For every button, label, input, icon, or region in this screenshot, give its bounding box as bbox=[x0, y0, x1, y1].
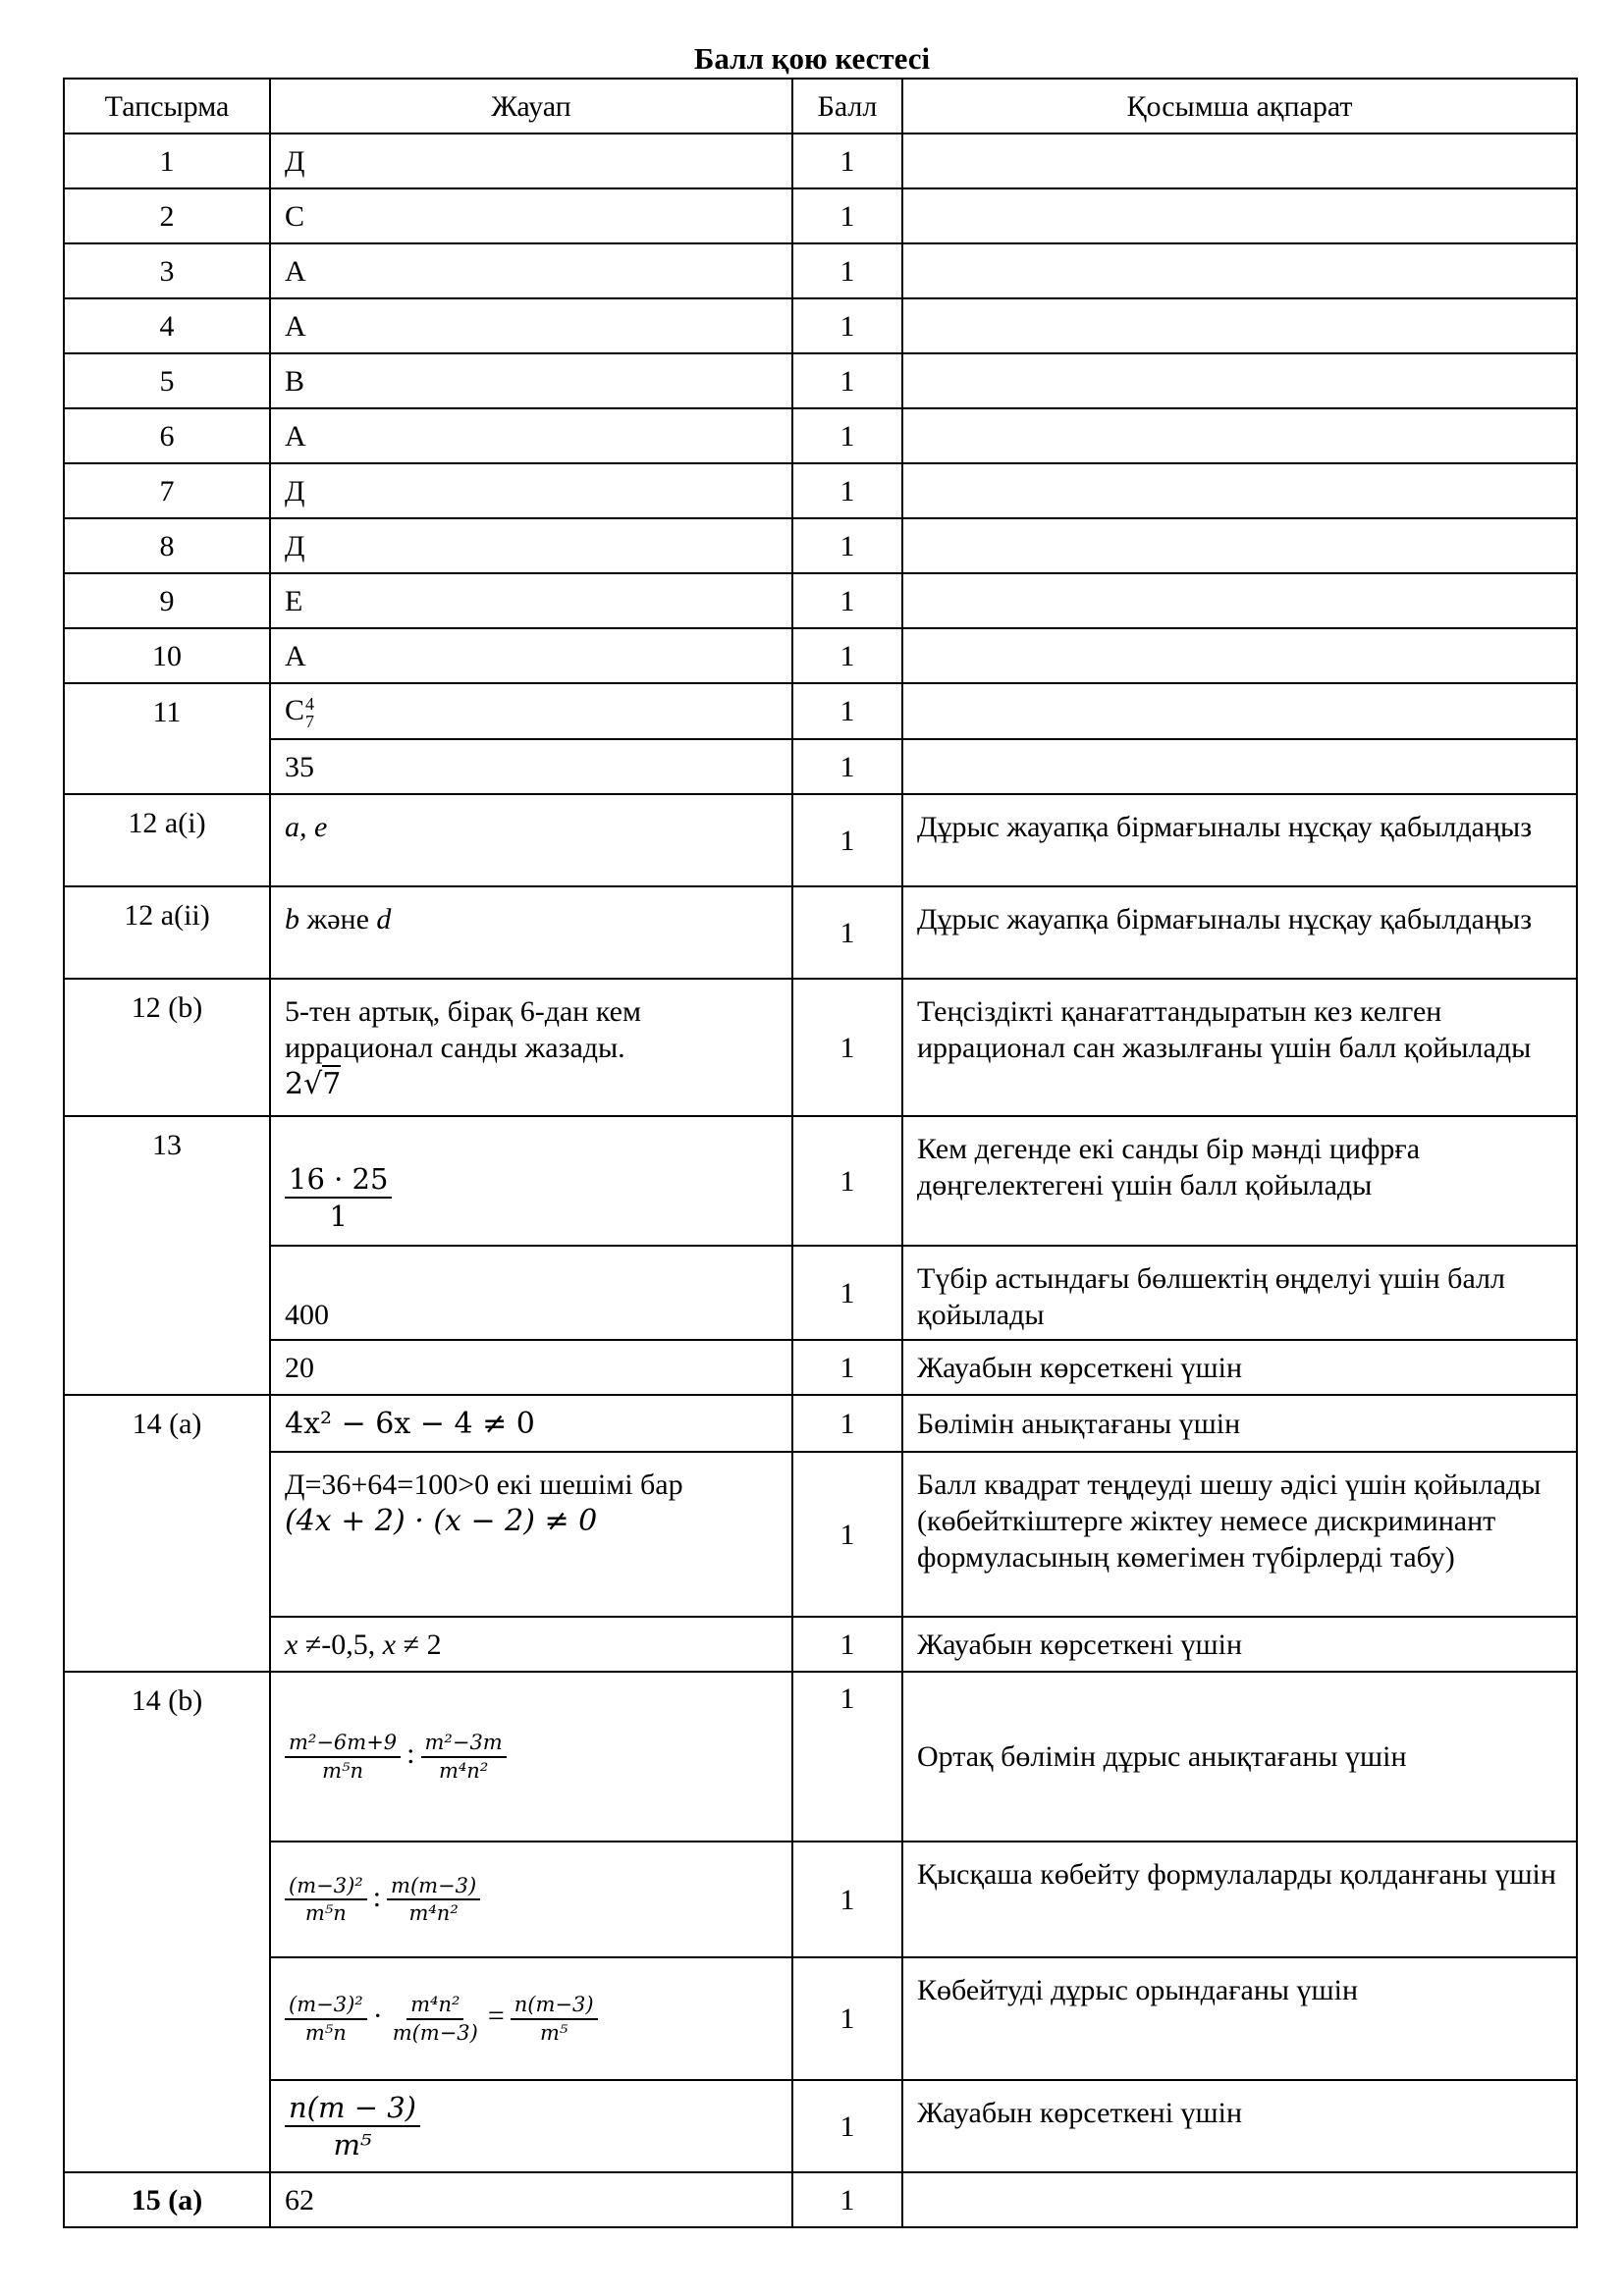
score-cell: 1 bbox=[792, 1957, 902, 2080]
table-row bbox=[64, 1246, 1577, 1340]
info-cell bbox=[902, 188, 1577, 243]
answer-cell bbox=[270, 2080, 792, 2172]
answer-cell: С bbox=[270, 188, 792, 243]
score-cell: 1 bbox=[792, 133, 902, 188]
table-row bbox=[64, 1672, 1577, 1842]
task-number: 12 (b) bbox=[64, 979, 270, 1116]
info-cell bbox=[902, 518, 1577, 573]
table-row bbox=[64, 463, 1577, 518]
answer-cell bbox=[270, 1116, 792, 1246]
info-cell bbox=[902, 573, 1577, 628]
score-cell: 1 bbox=[792, 573, 902, 628]
task-number: 13 bbox=[64, 1116, 270, 1395]
score-cell: 1 bbox=[792, 408, 902, 463]
task-number: 14 (a) bbox=[64, 1395, 270, 1672]
answer-cell: $\frac{\text{(m−3)²}}{\text{m⁵n}}$ · $\frac{\text{m⁴n²}}{m(m-3)}$ = $\frac{n(m-3)}{\text{m⁵}}$ bbox=[270, 1957, 792, 2080]
page-title: Балл қою кестесі bbox=[693, 41, 931, 76]
table-row bbox=[64, 1842, 1577, 1957]
task-number: 5 bbox=[64, 353, 270, 408]
task-number: 12 a(ii) bbox=[64, 886, 270, 979]
answer-cell bbox=[270, 683, 792, 739]
info-cell: Бөлімін анықтағаны үшін bbox=[902, 1395, 1577, 1452]
task-number: 4 bbox=[64, 298, 270, 353]
fraction: $\frac{\text{m²−6m+9}}{\text{m⁵n}}$ bbox=[285, 1730, 401, 1784]
fraction: $\frac{\text{m⁴n²}}{m(m-3)}$ bbox=[392, 1993, 478, 2045]
info-cell: Жауабын көрсеткені үшін bbox=[902, 1340, 1577, 1395]
answer-cell: $\frac{\text{m²−6m+9}}{\text{m⁵n}}$ : $\frac{\text{m²−3m}}{\text{m⁴n²}}$ bbox=[270, 1672, 792, 1842]
answer-cell: a, e bbox=[270, 794, 792, 886]
info-cell bbox=[902, 353, 1577, 408]
table-row bbox=[64, 1452, 1577, 1617]
table-row bbox=[64, 243, 1577, 298]
info-cell: Ортақ бөлімін дұрыс анықтағаны үшін bbox=[902, 1672, 1577, 1842]
score-cell: 1 bbox=[792, 1246, 902, 1340]
table-row bbox=[64, 188, 1577, 243]
info-cell bbox=[902, 683, 1577, 739]
score-cell: 1 bbox=[792, 1452, 902, 1617]
task-number: 9 bbox=[64, 573, 270, 628]
table-row bbox=[64, 979, 1577, 1116]
table-row bbox=[64, 1617, 1577, 1672]
table-row bbox=[64, 886, 1577, 979]
answer-cell: Д bbox=[270, 463, 792, 518]
table-row bbox=[64, 628, 1577, 683]
fraction: $\frac{\text{(m−3)²}}{\text{m⁵n}}$ bbox=[285, 1873, 367, 1927]
fraction: $\frac{m(m-3)}{\text{m⁴n²}}$ bbox=[387, 1873, 480, 1927]
answer-cell: А bbox=[270, 298, 792, 353]
score-cell: 1 bbox=[792, 1116, 902, 1246]
info-cell: Қысқаша көбейту формулаларды қолданғаны үшін bbox=[902, 1842, 1577, 1957]
sqrt-answer: 2√7 bbox=[285, 1067, 342, 1101]
answer-cell: 4x² − 6x − 4 ≠ 0 bbox=[270, 1395, 792, 1452]
task-number: 10 bbox=[64, 628, 270, 683]
info-cell bbox=[902, 463, 1577, 518]
score-cell: 1 bbox=[792, 2172, 902, 2227]
answer-cell: b және d bbox=[270, 886, 792, 979]
task-number: 11 bbox=[64, 683, 270, 794]
task-number: 14 (b) bbox=[64, 1672, 270, 2172]
score-cell: 1 bbox=[792, 2080, 902, 2172]
header-task: Тапсырма bbox=[64, 79, 270, 133]
info-cell: Дұрыс жауапқа бірмағыналы нұсқау қабылдаңыз bbox=[902, 794, 1577, 886]
task-number: 1 bbox=[64, 133, 270, 188]
score-cell: 1 bbox=[792, 683, 902, 739]
header-info: Қосымша ақпарат bbox=[902, 79, 1577, 133]
fraction: $\frac{n(m-3)}{\text{m⁵}}$ bbox=[511, 1992, 598, 2046]
info-cell: Түбір астындағы бөлшектің өңделуі үшін балл қойылады bbox=[902, 1246, 1577, 1340]
table-row bbox=[64, 518, 1577, 573]
table-row bbox=[64, 1957, 1577, 2080]
info-cell bbox=[902, 739, 1577, 794]
table-row bbox=[64, 2172, 1577, 2227]
discriminant-line: Д=36+64=100>0 екі шешімі бар bbox=[285, 1468, 683, 1501]
info-cell bbox=[902, 298, 1577, 353]
combination-formula: C 4 7 bbox=[285, 693, 315, 732]
answer-cell: А bbox=[270, 243, 792, 298]
score-cell: 1 bbox=[792, 1842, 902, 1957]
table-row bbox=[64, 353, 1577, 408]
score-cell: 1 bbox=[792, 794, 902, 886]
task-number: 15 (a) bbox=[64, 2172, 270, 2227]
task-number: 2 bbox=[64, 188, 270, 243]
header-row bbox=[64, 79, 1577, 133]
info-cell: Теңсіздікті қанағаттандыратын кез келген иррационал сан жазылғаны үшін балл қойылады bbox=[902, 979, 1577, 1116]
answer-text: 5-тен артық, бірақ 6-дан кем иррационал санды жазады. bbox=[285, 995, 641, 1064]
table-row bbox=[64, 683, 1577, 739]
info-cell bbox=[902, 628, 1577, 683]
answer-cell: x ≠-0,5, x ≠ 2 bbox=[270, 1617, 792, 1672]
answer-cell: А bbox=[270, 408, 792, 463]
answer-cell: 20 bbox=[270, 1340, 792, 1395]
task-number: 3 bbox=[64, 243, 270, 298]
table-row bbox=[64, 1395, 1577, 1452]
info-cell bbox=[902, 243, 1577, 298]
score-cell: 1 bbox=[792, 628, 902, 683]
answer-cell: 400 bbox=[270, 1246, 792, 1340]
score-cell: 1 bbox=[792, 1340, 902, 1395]
answer-cell: 35 bbox=[270, 739, 792, 794]
header-answer: Жауап bbox=[270, 79, 792, 133]
info-cell bbox=[902, 2172, 1577, 2227]
table-row bbox=[64, 573, 1577, 628]
table-row bbox=[64, 739, 1577, 794]
score-cell: 1 bbox=[792, 353, 902, 408]
score-cell: 1 bbox=[792, 518, 902, 573]
answer-cell bbox=[270, 1452, 792, 1617]
score-cell: 1 bbox=[792, 1395, 902, 1452]
score-cell: 1 bbox=[792, 463, 902, 518]
score-cell: 1 bbox=[792, 188, 902, 243]
answer-cell: Е bbox=[270, 573, 792, 628]
answer-cell: Д bbox=[270, 518, 792, 573]
info-cell: Жауабын көрсеткені үшін bbox=[902, 1617, 1577, 1672]
task-number: 8 bbox=[64, 518, 270, 573]
table-row bbox=[64, 794, 1577, 886]
info-cell: Жауабын көрсеткені үшін bbox=[902, 2080, 1577, 2172]
answer-cell bbox=[270, 979, 792, 1116]
table-row bbox=[64, 298, 1577, 353]
score-cell: 1 bbox=[792, 979, 902, 1116]
info-cell: Балл квадрат теңдеуді шешу әдісі үшін қойылады (көбейткіштерге жіктеу немесе дискриминант формуласының көмегімен түбірлерді табу) bbox=[902, 1452, 1577, 1617]
table-row bbox=[64, 133, 1577, 188]
score-cell: 1 bbox=[792, 739, 902, 794]
factor-line: (4x + 2) · (x − 2) ≠ 0 bbox=[285, 1504, 598, 1538]
info-cell: Дұрыс жауапқа бірмағыналы нұсқау қабылдаңыз bbox=[902, 886, 1577, 979]
task-number: 6 bbox=[64, 408, 270, 463]
score-cell: 1 bbox=[792, 298, 902, 353]
fraction: $\frac{16 \cdot 25}{1}$ bbox=[285, 1161, 392, 1235]
score-cell: 1 bbox=[792, 243, 902, 298]
answer-cell: 62 bbox=[270, 2172, 792, 2227]
task-number: 12 a(i) bbox=[64, 794, 270, 886]
table-row bbox=[64, 2080, 1577, 2172]
answer-cell: А bbox=[270, 628, 792, 683]
score-cell: 1 bbox=[792, 886, 902, 979]
info-cell bbox=[902, 133, 1577, 188]
answer-cell: Д bbox=[270, 133, 792, 188]
fraction: $\frac{n(m - 3)}{\text{m⁵}}$ bbox=[285, 2090, 420, 2163]
task-number: 7 bbox=[64, 463, 270, 518]
score-cell: 1 bbox=[792, 1617, 902, 1672]
table-row bbox=[64, 1340, 1577, 1395]
header-score: Балл bbox=[792, 79, 902, 133]
info-cell: Кем дегенде екі санды бір мәнді цифрға дөңгелектегені үшін балл қойылады bbox=[902, 1116, 1577, 1246]
answer-cell: В bbox=[270, 353, 792, 408]
score-table bbox=[63, 78, 1578, 2228]
info-cell: Көбейтуді дұрыс орындағаны үшін bbox=[902, 1957, 1577, 2080]
info-cell bbox=[902, 408, 1577, 463]
fraction: $\frac{\text{m²−3m}}{\text{m⁴n²}}$ bbox=[421, 1730, 507, 1784]
answer-cell: $\frac{\text{(m−3)²}}{\text{m⁵n}}$ : $\frac{m(m-3)}{\text{m⁴n²}}$ bbox=[270, 1842, 792, 1957]
table-row bbox=[64, 408, 1577, 463]
score-cell: 1 bbox=[792, 1672, 902, 1842]
fraction: $\frac{\text{(m−3)²}}{\text{m⁵n}}$ bbox=[285, 1992, 367, 2046]
table-row bbox=[64, 1116, 1577, 1246]
